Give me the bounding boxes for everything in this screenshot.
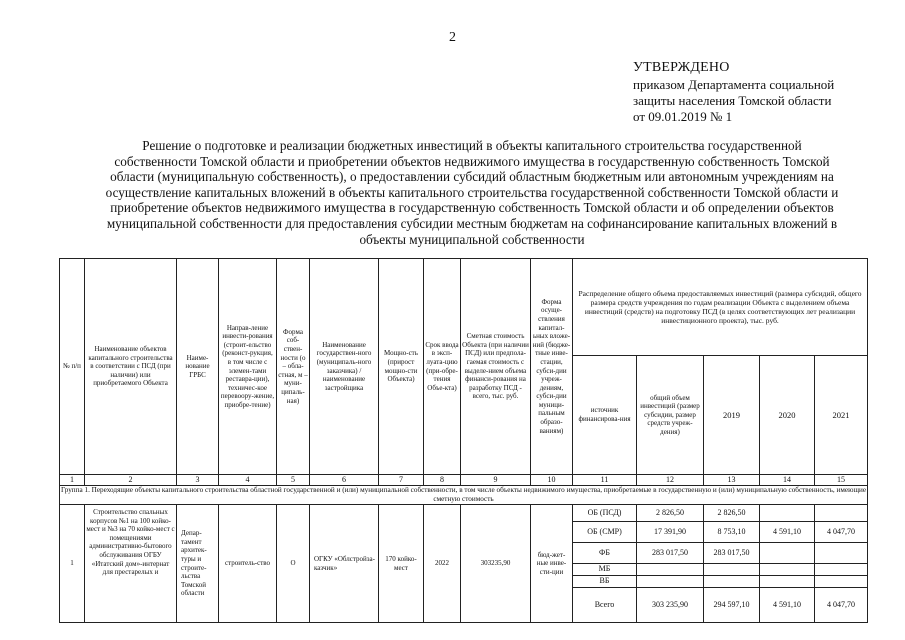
header-year-2021: 2021 [815,356,868,475]
column-number: 6 [310,475,379,486]
column-number: 5 [277,475,310,486]
approval-line-2: защиты населения Томской области [633,93,832,108]
header-investment-form: Форма осуще-ствления капитал-ьных вложе-ний (бюдже-тные инве-стации, субси-дии учреж-дениям, субси-дии муници-пальным образо-ваниям) [531,259,573,475]
ownership: О [277,505,310,623]
financing-total: 2 826,50 [637,505,704,522]
customer-name: ОГКУ «Облстройза-казчик» [310,505,379,623]
table-row [60,505,868,522]
financing-2020 [760,505,815,522]
financing-source: ОБ (СМР) [573,522,637,543]
header-year-2020: 2020 [760,356,815,475]
financing-total [637,576,704,588]
financing-2021 [815,505,868,522]
financing-2019: 8 753,10 [704,522,760,543]
header-commission-date: Срок ввода в эксп-луата-цию (при-обре-тения Объе-кта) [424,259,461,475]
column-number: 14 [760,475,815,486]
group-heading: Группа 1. Переходящие объекты капитального строительства областной государственной и (или) муниципальной собственности, в том числе объекты недвижимого имущества, приобретаемые в государственную и (или) муниципальную собственность, имеющие сметную стоимость [61,486,867,503]
financing-total: 283 017,50 [637,543,704,564]
financing-source: МБ [573,564,637,576]
header-ownership: Форма соб-ствен-ности (о – обла-стная, м – муни-ципаль-ная) [277,259,310,475]
financing-2019: 294 597,10 [704,588,760,623]
title-line: Решение о подготовке и реализации бюджетных инвестиций в объекты капитального строительства государственной [142,138,802,153]
column-number: 3 [177,475,219,486]
column-number: 11 [573,475,637,486]
commission-year: 2022 [424,505,461,623]
column-number: 7 [379,475,424,486]
column-number-row [60,475,868,486]
title-line: собственности Томской области и приобретении объектов недвижимого имущества в государственную собственность Томской [114,153,830,169]
investment-table [59,258,868,623]
approval-line-1: приказом Департамента социальной [633,77,835,92]
investment-form: бюд-жет-ные инве-сти-ции [531,505,573,623]
financing-source: ВБ [573,576,637,588]
financing-2019 [704,564,760,576]
header-total-volume: общий объем инвестиций (размер субсидии, размер средств учреж-дения) [637,356,704,475]
title-line: объекты муниципальной собственности [359,231,585,247]
column-number: 13 [704,475,760,486]
header-grbs: Наиме-нование ГРБС [177,259,219,475]
financing-2021 [815,576,868,588]
page-number: 2 [449,30,456,45]
financing-total: 303 235,90 [637,588,704,623]
financing-2021: 4 047,70 [815,588,868,623]
object-name: Строительство спальных корпусов №1 на 100 койко-мест и №3 на 70 койко-мест с помещениями административно-бытового обслуживания ОГБУ «Итатский дом»-интернат для престарелых и [85,505,177,623]
financing-total: 17 391,90 [637,522,704,543]
header-number: № п/п [60,259,85,475]
grbs-name: Депар-тамент архитек-туры и строите-льства Томской области [177,505,219,623]
header-financing-source: источник финансирова-ния [573,356,637,475]
group-row [60,486,868,505]
document-title [82,138,862,247]
header-direction: Направ-ление инвести-рования (строит-ельство (реконст-рукция, в том числе с элемен-тами реставра-ции), техничес-кое перевоору-жение, приобре-тение) [219,259,277,475]
title-line: области (муниципальную собственность), о предоставлении субсидий областным бюджетным или автономным учреждениям на [110,169,834,185]
column-number: 9 [461,475,531,486]
header-distribution: Распределение общего объема предоставляемых инвестиций (размера субсидий, общего размера средств учреждения по годам реализации Объекта с выделением объема инвестиций (средств) на подготовку ПСД (в целях соответствующих лет реализации инвестиционного проекта), тыс. руб. [573,259,868,356]
capacity: 170 койко-мест [379,505,424,623]
column-number: 12 [637,475,704,486]
financing-2019: 283 017,50 [704,543,760,564]
approval-title: УТВЕРЖДЕНО [633,60,730,75]
financing-2019 [704,576,760,588]
financing-2020: 4 591,10 [760,588,815,623]
financing-source: ОБ (ПСД) [573,505,637,522]
financing-2019: 2 826,50 [704,505,760,522]
header-row [60,259,868,356]
financing-2020 [760,543,815,564]
approval-line-3: от 09.01.2019 № 1 [633,109,733,124]
column-number: 15 [815,475,868,486]
column-number: 10 [531,475,573,486]
financing-2021: 4 047,70 [815,522,868,543]
financing-2020 [760,564,815,576]
header-estimated-cost: Сметная стоимость Объекта (при наличии ПСД) или предпола-гаемая стоимость с выделе-нием объема финанси-рования на разработку ПСД - всего, тыс. руб. [461,259,531,475]
column-number: 2 [85,475,177,486]
financing-2021 [815,564,868,576]
header-customer: Наименование государствен-ного (муниципаль-ного заказчика) / наименование застройщика [310,259,379,475]
header-year-2019: 2019 [704,356,760,475]
approval-stamp [633,60,898,125]
header-object-name: Наименование объектов капитального строительства в соответствии с ПСД (при наличии) или приобретаемого Объекта [85,259,177,475]
title-line: осуществление капитальных вложений в объекты капитального строительства государственной собственности Томской области и [105,184,839,200]
financing-2020 [760,576,815,588]
row-number: 1 [60,505,85,623]
title-line: муниципальной собственности для предоставления субсидии местным бюджетам на софинансирование капитальных вложений в [106,215,838,231]
title-line: приобретение объектов недвижимого имущества в государственную собственность Томской области и об определении объектов [110,200,834,216]
financing-source: ФБ [573,543,637,564]
financing-2021 [815,543,868,564]
financing-2020: 4 591,10 [760,522,815,543]
column-number: 8 [424,475,461,486]
direction: строитель-ство [219,505,277,623]
column-number: 4 [219,475,277,486]
financing-source: Всего [573,588,637,623]
estimated-cost: 303235,90 [461,505,531,623]
header-capacity: Мощно-сть (прирост мощно-сти Объекта) [379,259,424,475]
financing-total [637,564,704,576]
column-number: 1 [60,475,85,486]
